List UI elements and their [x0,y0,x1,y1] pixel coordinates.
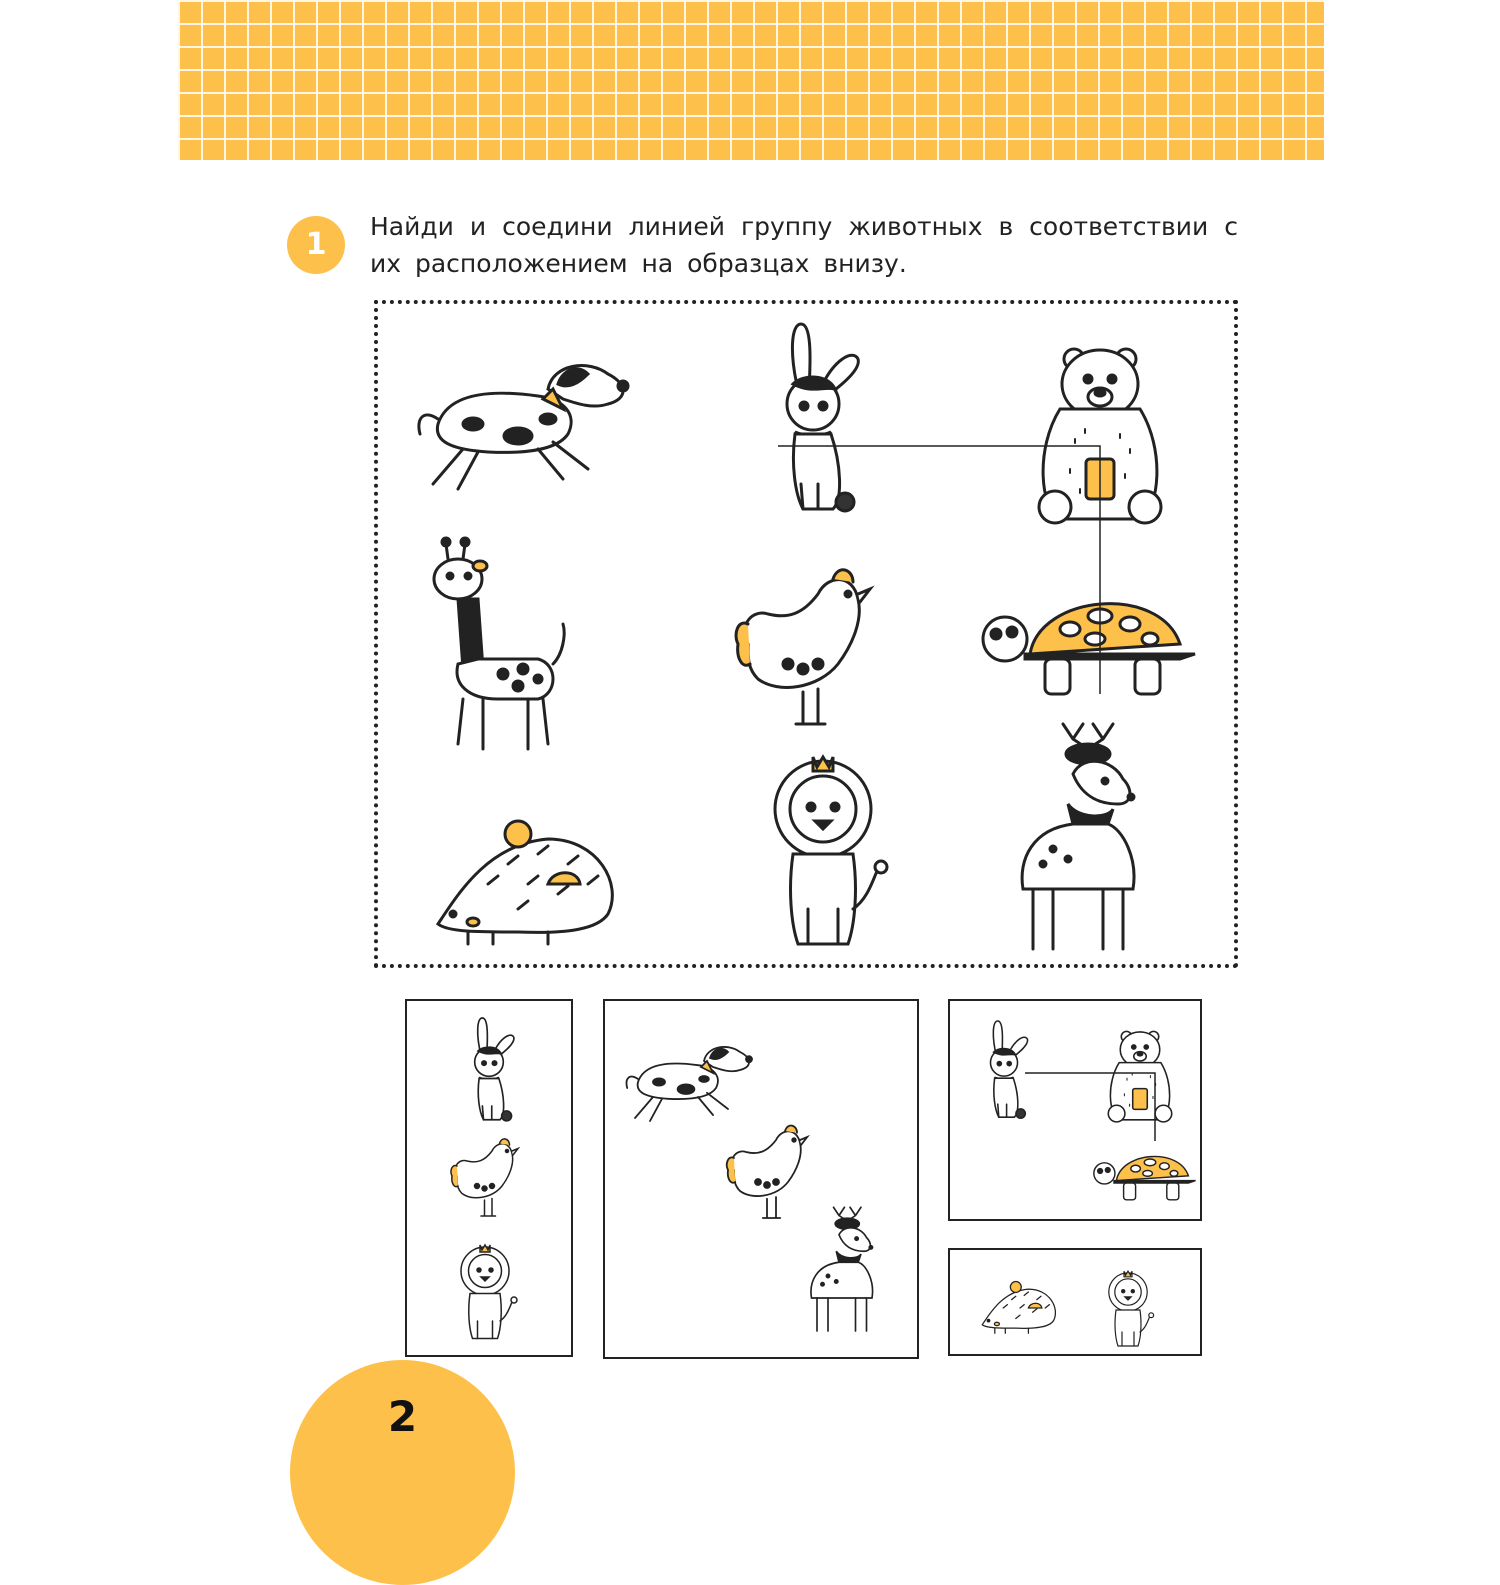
puzzle-drawing [378,304,1242,972]
ref2-deer [811,1207,873,1331]
header-grid-band [178,0,1324,160]
puzzle-giraffe [434,538,564,749]
puzzle-hedgehog [438,821,612,944]
ref4-lion [1109,1271,1154,1346]
task-number-badge: 1 [287,216,345,274]
puzzle-area [374,300,1238,968]
ref4-hedgehog [982,1282,1055,1334]
ref3-bear [1108,1031,1171,1121]
page-number: 2 [387,1392,418,1441]
puzzle-turtle [983,604,1195,694]
ref2-hen [727,1125,807,1218]
ref1-hen [451,1139,518,1216]
ref1-rabbit [475,1018,514,1121]
reference-card-4 [948,1248,1202,1356]
reference-card-1 [405,999,573,1357]
puzzle-deer [1022,724,1134,949]
puzzle-dog [419,366,628,489]
reference-card-3 [948,999,1202,1221]
reference-card-2 [603,999,919,1359]
puzzle-hen [736,570,870,724]
ref3-turtle [1094,1156,1196,1199]
task-instruction: Найди и соедини линией группу животных в соответствии с их расположением на образцах внизу. [370,212,1238,278]
puzzle-lion [775,757,887,944]
ref1-lion [461,1245,517,1339]
ref3-rabbit [990,1021,1027,1118]
ref2-dog [627,1047,752,1121]
puzzle-rabbit [787,324,858,511]
